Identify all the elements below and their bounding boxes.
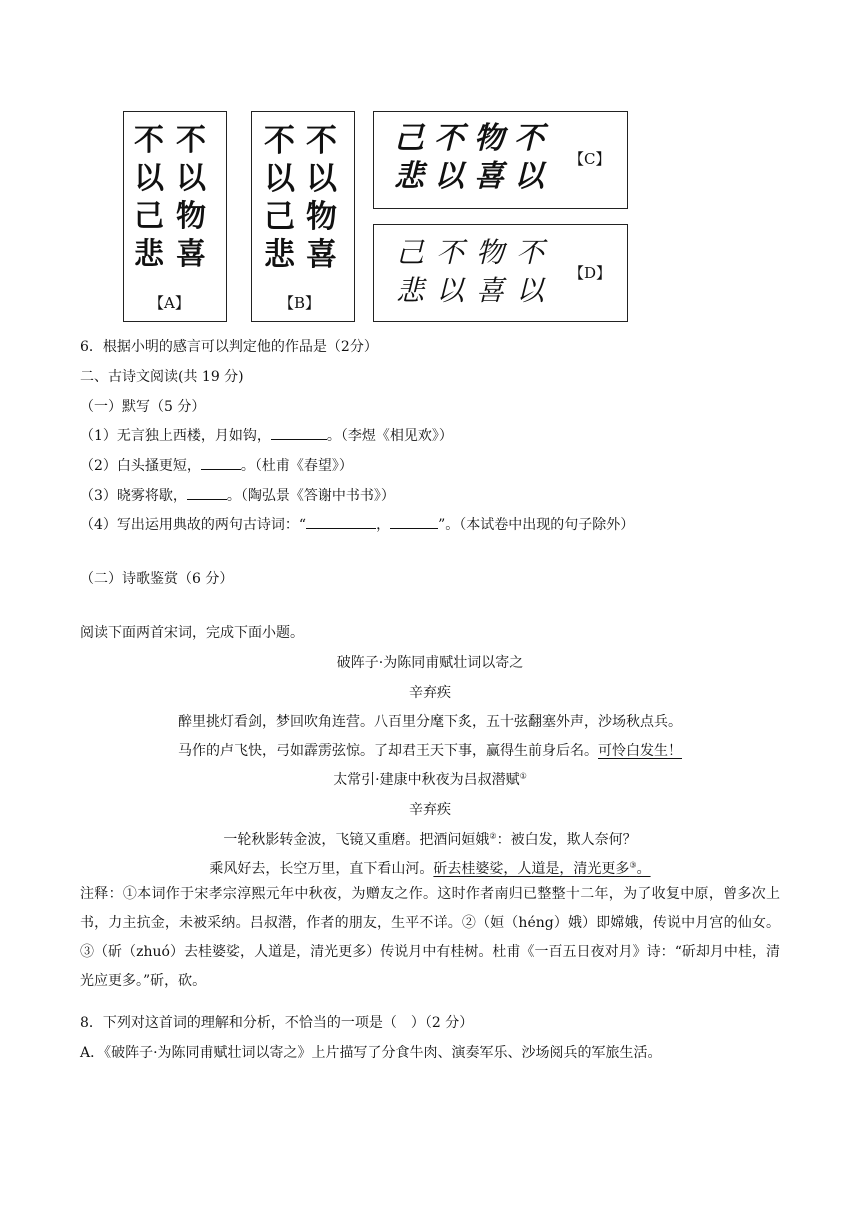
annotations-paragraph: 注释：①本词作于宋孝宗淳熙元年中秋夜，为赠友之作。这时作者南归已整整十二年，为了收复中原，曾多次上书，力主抗金，未被采纳。吕叔潜，作者的朋友，生平不详。②（姮（héng）娥）即嫦娥，传说中月宫的仙女。③（斫（zhuó）去桂婆娑，人道是，清光更多）传说月中有桂树。杜甫《一百五日夜对月》诗：“斫却月中桂，清光应更多。”斫，砍。 (80, 886, 780, 989)
fill-4-suffix: ”。（本试卷中出现的句子除外） (438, 517, 635, 533)
fill-line-3 (80, 485, 395, 505)
calligraphy-box-c (373, 111, 628, 209)
answer-blank-2[interactable] (201, 457, 241, 470)
fill-line-4 (80, 514, 634, 534)
poem-2-line-2 (80, 858, 780, 878)
char: 不 (516, 236, 545, 269)
box-a-left-column (134, 123, 164, 272)
char: 以 (514, 159, 544, 194)
section-2-heading: 二、古诗文阅读(共 19 分) (80, 369, 244, 385)
char: 物 (306, 199, 337, 235)
box-c-top-row (394, 121, 544, 156)
poem-1-line-2-text: 马作的卢飞快，弓如霹雳弦惊。了却君王天下事，赢得生前身后名。 (178, 743, 598, 759)
char: 物 (474, 121, 504, 156)
question-8: 8．下列对这首词的理解和分析，不恰当的一项是（ ）（2 分） (80, 1015, 474, 1031)
char: 以 (434, 159, 464, 194)
poem-2-line-2a: 乘风好去，长空万里，直下看山河。 (209, 861, 434, 877)
char: 悲 (134, 237, 164, 272)
char: 己 (396, 236, 425, 269)
char: 喜 (306, 237, 337, 273)
fill-2-suffix: 。（杜甫《春望》） (240, 458, 353, 474)
char: 喜 (476, 274, 505, 307)
char: 不 (436, 236, 465, 269)
char: 以 (264, 161, 295, 197)
poem-2-line-1a: 一轮秋影转金波，飞镜又重磨。把酒问姮娥 (223, 832, 490, 848)
answer-blank-3[interactable] (187, 487, 227, 500)
box-b-right-column (306, 123, 337, 273)
poem-2-underlined (433, 861, 650, 877)
answer-blank-4b[interactable] (390, 516, 438, 529)
reading-intro: 阅读下面两首宋词，完成下面小题。 (80, 625, 304, 641)
char: 喜 (176, 237, 206, 272)
poem-2-title (80, 769, 780, 789)
box-c-label: 【C】 (569, 150, 611, 168)
poem-2-line-1 (80, 829, 780, 849)
fill-4-prefix: （4）写出运用典故的两句古诗词：“ (80, 517, 307, 533)
char: 不 (514, 121, 544, 156)
char: 以 (436, 274, 465, 307)
subsection-2-heading: （二）诗歌鉴赏（6 分） (80, 571, 234, 587)
poem-1-line-2 (80, 740, 780, 760)
fill-1-prefix: （1）无言独上西楼，月如钩， (80, 428, 271, 444)
char: 不 (306, 123, 337, 159)
char: 悲 (394, 159, 424, 194)
box-d-bottom-row (396, 274, 545, 307)
char: 悲 (264, 237, 295, 273)
poem-2-author: 辛弃疾 (409, 802, 451, 818)
poem-1-line-1: 醉里挑灯看剑，梦回吹角连营。八百里分麾下炙，五十弦翻塞外声，沙场秋点兵。 (178, 714, 682, 730)
footnote-marker: ③ (629, 860, 637, 870)
box-b-label: 【B】 (279, 294, 321, 312)
char: 以 (306, 161, 337, 197)
char: 不 (434, 121, 464, 156)
poem-2-line-1b: ：被白发，欺人奈何？ (496, 832, 637, 848)
char: 以 (134, 161, 164, 196)
box-d-label: 【D】 (569, 264, 612, 282)
poem-1-underlined: 可怜白发生！ (598, 743, 682, 759)
char: 喜 (474, 159, 504, 194)
poem-2-end-mark: 。 (636, 861, 651, 877)
option-a: A．《破阵子·为陈同甫赋壮词以寄之》上片描写了分食牛肉、演奏军乐、沙场阅兵的军旅生活。 (80, 1045, 662, 1061)
char: 己 (134, 199, 164, 234)
calligraphy-box-a (123, 111, 227, 322)
poem-1-title: 破阵子·为陈同甫赋壮词以寄之 (336, 655, 524, 671)
box-a-label: 【A】 (149, 294, 190, 312)
char: 以 (516, 274, 545, 307)
calligraphy-box-d (373, 224, 628, 322)
answer-blank-1[interactable] (271, 427, 327, 440)
char: 己 (264, 199, 295, 235)
char: 悲 (396, 274, 425, 307)
fill-line-1 (80, 425, 453, 445)
poem-2-underlined-text: 斫去桂婆娑，人道是，清光更多 (433, 861, 630, 877)
char: 不 (176, 123, 206, 158)
fill-4-comma: ， (376, 517, 391, 533)
fill-1-suffix: 。（李煜《相见欢》） (326, 428, 453, 444)
fill-2-prefix: （2）白头搔更短， (80, 458, 201, 474)
char: 不 (264, 123, 295, 159)
char: 己 (394, 121, 424, 156)
char: 物 (476, 236, 505, 269)
box-c-bottom-row (394, 159, 544, 194)
answer-blank-4a[interactable] (306, 516, 376, 529)
question-6: 6．根据小明的感言可以判定他的作品是（2分） (80, 339, 378, 355)
fill-3-prefix: （3）晓雾将歇， (80, 488, 187, 504)
box-d-top-row (396, 236, 545, 269)
footnote-marker: ① (519, 771, 527, 781)
poem-1-author: 辛弃疾 (409, 685, 451, 701)
char: 物 (176, 199, 206, 234)
subsection-1-heading: （一）默写（5 分） (80, 399, 206, 415)
char: 以 (176, 161, 206, 196)
footnote-marker: ② (489, 831, 497, 841)
box-a-right-column (176, 123, 206, 272)
fill-line-2 (80, 455, 353, 475)
char: 不 (134, 123, 164, 158)
calligraphy-box-b (251, 111, 355, 322)
poem-2-title-text: 太常引·建康中秋夜为吕叔潜赋 (333, 772, 520, 788)
box-b-left-column (264, 123, 295, 273)
fill-3-suffix: 。（陶弘景《答谢中书书》） (226, 488, 395, 504)
